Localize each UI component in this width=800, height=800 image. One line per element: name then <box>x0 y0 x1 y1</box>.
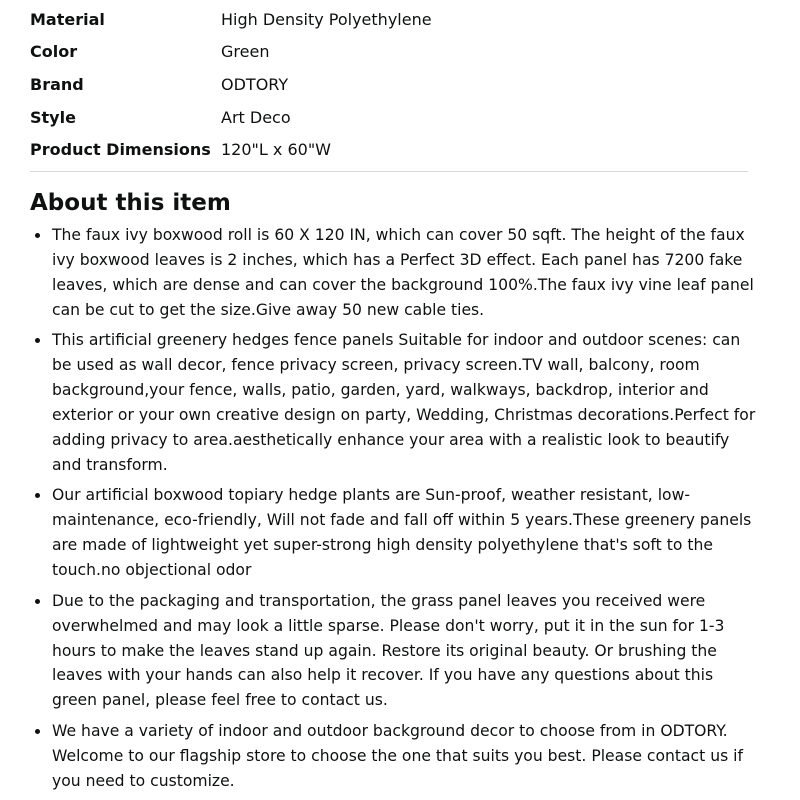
spec-value: High Density Polyethylene <box>221 9 432 29</box>
about-section-title: About this item <box>30 190 231 216</box>
spec-row-dimensions <box>30 133 750 166</box>
spec-label: Style <box>30 107 76 127</box>
spec-value: Art Deco <box>221 107 291 127</box>
feature-bullet: This artificial greenery hedges fence panels Suitable for indoor and outdoor scenes: can be used as wall decor, fence privacy screen, privacy screen.TV wall, balcony, room background,your fence, walls, patio, garden, yard, walkways, backdrop, interior and exterior or your own creative design on party, Wedding, Christmas decorations.Perfect for adding privacy to area.aesthetically enhance your area with a realistic look to beautify and transform. <box>30 328 760 477</box>
spec-row-material <box>30 3 750 36</box>
spec-label: Material <box>30 9 105 29</box>
feature-bullet: Due to the packaging and transportation, the grass panel leaves you received were overwhelmed and may look a little sparse. Please don't worry, put it in the sun for 1-3 hours to make the leaves stand up again. Restore its original beauty. Or brushing the leaves with your hands can also help it recover. If you have any questions about this green panel, please feel free to contact us. <box>30 589 760 714</box>
spec-row-brand <box>30 68 750 101</box>
spec-value: ODTORY <box>221 74 289 94</box>
feature-bullet-list <box>30 223 760 799</box>
spec-row-style <box>30 101 750 134</box>
product-specs-table <box>30 3 750 166</box>
feature-bullet: Our artificial boxwood topiary hedge plants are Sun-proof, weather resistant, low-maintenance, eco-friendly, Will not fade and fall off within 5 years.These greenery panels are made of lightweight yet super-strong high density polyethylene that's soft to the touch.no objectional odor <box>30 483 760 583</box>
spec-label: Product Dimensions <box>30 140 211 160</box>
spec-label: Brand <box>30 74 84 94</box>
feature-bullet: We have a variety of indoor and outdoor background decor to choose from in ODTORY. Welcome to our flagship store to choose the one that suits you best. Please contact us if you need to customize. <box>30 719 760 794</box>
spec-value: Green <box>221 42 270 62</box>
feature-bullet: The faux ivy boxwood roll is 60 X 120 IN, which can cover 50 sqft. The height of the faux ivy boxwood leaves is 2 inches, which has a Perfect 3D effect. Each panel has 7200 fake leaves, which are dense and can cover the background 100%.The faux ivy vine leaf panel can be cut to get the size.Give away 50 new cable ties. <box>30 223 760 323</box>
spec-label: Color <box>30 42 78 62</box>
section-divider <box>30 171 748 172</box>
spec-row-color <box>30 36 750 69</box>
spec-value: 120"L x 60"W <box>221 140 331 160</box>
